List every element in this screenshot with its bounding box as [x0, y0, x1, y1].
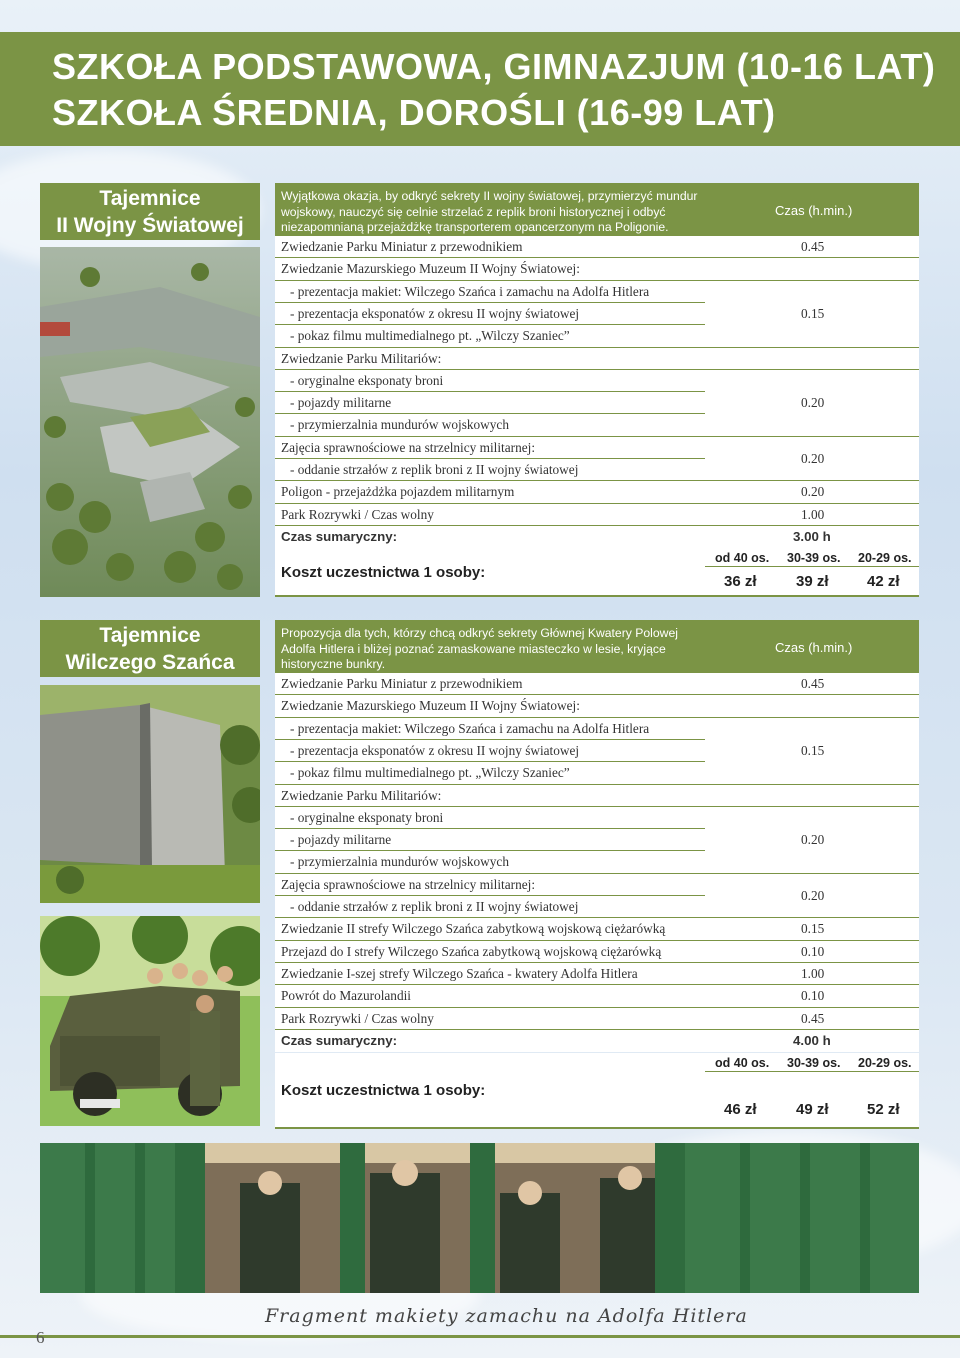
- program-group-time: 0.20: [801, 451, 825, 466]
- program-row-time: 0.15: [801, 921, 825, 937]
- section2-title-line2: Wilczego Szańca: [65, 651, 235, 674]
- cost-label: Koszt uczestnictwa 1 osoby:: [281, 563, 486, 581]
- section2-title: [40, 620, 260, 677]
- program-row: [275, 718, 919, 740]
- program-row-label: - przymierzalnia mundurów wojskowych: [290, 854, 509, 870]
- section1-title: [40, 183, 260, 240]
- total-time-value: 4.00 h: [793, 1032, 831, 1048]
- program-row-label: - oryginalne eksponaty broni: [290, 372, 444, 388]
- price-value: 49 zł: [796, 1101, 829, 1118]
- section2-intro-text: Propozycja dla tych, którzy chcą odkryć sekrety Głównej Kwatery Polowej Adolfa Hitlera i bliżej poznać zamaskowane miasteczko w lesie, kryjące historyczne bunkry.: [281, 626, 678, 671]
- program-row-label: - prezentacja makiet: Wilczego Szańca i zamachu na Adolfa Hitlera: [290, 720, 650, 736]
- total-time-label: Czas sumaryczny:: [281, 1032, 398, 1048]
- program-row-label: Zwiedzanie Parku Miniatur z przewodnikiem: [281, 676, 523, 691]
- program-row: [275, 785, 919, 807]
- price-header-divider: [705, 1071, 919, 1072]
- price-value: 46 zł: [724, 1101, 757, 1118]
- group-size-header: 30-39 os.: [787, 551, 841, 565]
- price-header-divider: [705, 566, 919, 567]
- program-group-time: 0.20: [801, 832, 825, 848]
- section2-title-line1: Tajemnice: [99, 624, 201, 647]
- footer-rule: [0, 1335, 960, 1338]
- program-row: [275, 807, 919, 829]
- program-row-label: Zwiedzanie Mazurskiego Muzeum II Wojny Światowej:: [281, 261, 580, 277]
- program-row-time: 1.00: [801, 506, 825, 522]
- program-row: [275, 985, 919, 1007]
- program-row-label: Powrót do Mazurolandii: [281, 988, 411, 1004]
- program-row-label: - przymierzalnia mundurów wojskowych: [290, 417, 509, 433]
- total-time-label: Czas sumaryczny:: [281, 528, 398, 544]
- assassination-model-photo: [40, 1143, 919, 1293]
- program-row-label: Zwiedzanie Parku Miniatur z przewodnikiem: [281, 239, 523, 254]
- cost-block: [275, 1053, 919, 1129]
- program-row: [275, 481, 919, 503]
- bunker-photo: [40, 685, 260, 903]
- total-time-value: 3.00 h: [793, 528, 831, 544]
- program-group-time: 0.20: [801, 888, 825, 903]
- program-row: [275, 851, 919, 873]
- section2-intro: [275, 620, 919, 673]
- header-line-1: SZKOŁA PODSTAWOWA, GIMNAZJUM (10-16 LAT): [52, 46, 936, 87]
- program-row: [275, 414, 919, 436]
- cost-block: [275, 548, 919, 597]
- section2-program-table: [275, 620, 919, 1128]
- program-row: [275, 941, 919, 963]
- group-size-header: 30-39 os.: [787, 1056, 841, 1070]
- section1-program-table: [275, 183, 919, 597]
- photo-caption: Fragment makiety zamachu na Adolfa Hitlera: [265, 1305, 748, 1327]
- program-row-label: - pokaz filmu multimedialnego pt. „Wilczy Szaniec”: [290, 765, 570, 781]
- program-row-label: - pojazdy militarne: [290, 832, 392, 848]
- program-row-label: Zwiedzanie Parku Militariów:: [281, 350, 442, 366]
- program-row-label: Przejazd do I strefy Wilczego Szańca zabytkową wojskową ciężarówką: [281, 943, 662, 959]
- program-row-time: 1.00: [801, 965, 825, 981]
- group-size-header: 20-29 os.: [858, 551, 912, 565]
- cost-bottom-rule: [275, 595, 919, 597]
- program-row: [275, 1008, 919, 1030]
- program-row: [275, 348, 919, 370]
- cost-bottom-rule: [275, 1127, 919, 1129]
- total-time-row: [275, 1030, 919, 1052]
- program-row-label: Zwiedzanie II strefy Wilczego Szańca zabytkową wojskową ciężarówką: [281, 921, 666, 937]
- group-size-header: od 40 os.: [715, 551, 770, 565]
- price-value: 42 zł: [867, 573, 900, 590]
- program-row: [275, 236, 919, 258]
- section2-czas-header: Czas (h.min.): [775, 640, 853, 655]
- program-row-label: - oddanie strzałów z replik broni z II wojny światowej: [290, 462, 579, 477]
- section1-intro-text: Wyjątkowa okazja, by odkryć sekrety II wojny światowej, przymierzyć mundur wojskowy, nauczyć się celnie strzelać z replik broni historycznej i odbyć niezapomnianą przejażdżkę transporterem opancerzonym na Poligonie.: [281, 189, 698, 234]
- program-row: [275, 918, 919, 940]
- program-row-label: - pojazdy militarne: [290, 395, 392, 411]
- program-row: [275, 258, 919, 280]
- group-size-header: 20-29 os.: [858, 1056, 912, 1070]
- program-row: [275, 325, 919, 347]
- program-row-time: 0.10: [801, 988, 825, 1004]
- military-truck-photo: [40, 916, 260, 1126]
- price-value: 52 zł: [867, 1101, 900, 1118]
- program-row-label: - pokaz filmu multimedialnego pt. „Wilczy Szaniec”: [290, 328, 570, 344]
- section1-intro: [275, 183, 919, 236]
- program-row: [275, 673, 919, 695]
- program-row-time: 0.45: [801, 676, 825, 691]
- program-row-label: Zwiedzanie Parku Militariów:: [281, 787, 442, 803]
- program-group-time: 0.15: [801, 743, 825, 759]
- program-row-time: 0.45: [801, 1010, 825, 1026]
- program-row-label: Park Rozrywki / Czas wolny: [281, 1010, 434, 1026]
- program-row: [275, 762, 919, 784]
- page-header: [0, 32, 960, 146]
- price-value: 36 zł: [724, 573, 757, 590]
- program-row-label: Zwiedzanie Mazurskiego Muzeum II Wojny Światowej:: [281, 698, 580, 714]
- header-line-2: SZKOŁA ŚREDNIA, DOROŚLI (16-99 LAT): [52, 92, 776, 133]
- program-row-label: Zajęcia sprawnościowe na strzelnicy militarnej:: [281, 439, 536, 455]
- section1-title-line2: II Wojny Światowej: [56, 214, 244, 237]
- program-row-label: Zwiedzanie I-szej strefy Wilczego Szańca - kwatery Adolfa Hitlera: [281, 965, 638, 981]
- program-row-label: - oryginalne eksponaty broni: [290, 809, 444, 825]
- program-group-time: 0.15: [801, 306, 825, 322]
- program-row-label: Poligon - przejażdżka pojazdem militarnym: [281, 484, 515, 500]
- program-row: [275, 281, 919, 303]
- program-row-label: Zajęcia sprawnościowe na strzelnicy militarnej:: [281, 876, 536, 892]
- page-number: 6: [36, 1328, 45, 1347]
- miniature-park-photo: [40, 247, 260, 597]
- section1-title-line1: Tajemnice: [99, 187, 201, 210]
- program-row: [275, 963, 919, 985]
- group-size-header: od 40 os.: [715, 1056, 770, 1070]
- program-group-time: 0.20: [801, 395, 825, 411]
- program-row-time: 0.20: [801, 484, 825, 500]
- program-row-time: 0.45: [801, 239, 825, 254]
- program-row-label: - prezentacja eksponatów z okresu II wojny światowej: [290, 305, 580, 321]
- total-time-row: [275, 526, 919, 548]
- program-row-label: - prezentacja makiet: Wilczego Szańca i zamachu na Adolfa Hitlera: [290, 283, 650, 299]
- price-value: 39 zł: [796, 573, 829, 590]
- program-row-label: - oddanie strzałów z replik broni z II wojny światowej: [290, 899, 579, 914]
- program-row: [275, 370, 919, 392]
- program-row-time: 0.10: [801, 943, 825, 959]
- section1-czas-header: Czas (h.min.): [775, 203, 853, 218]
- program-row: [275, 504, 919, 526]
- program-row-label: Park Rozrywki / Czas wolny: [281, 506, 434, 522]
- cost-label: Koszt uczestnictwa 1 osoby:: [281, 1082, 486, 1099]
- program-row: [275, 695, 919, 717]
- program-row-label: - prezentacja eksponatów z okresu II wojny światowej: [290, 742, 580, 758]
